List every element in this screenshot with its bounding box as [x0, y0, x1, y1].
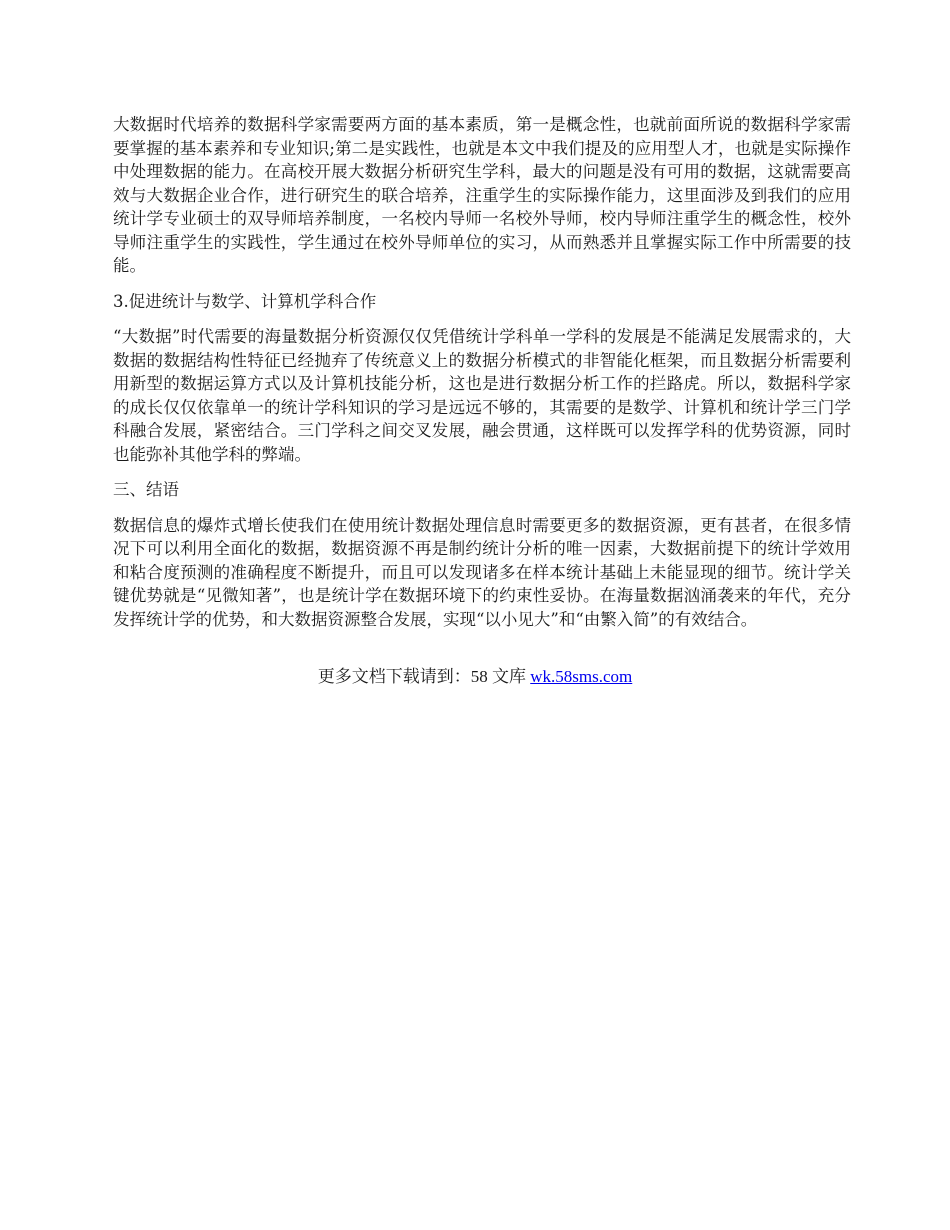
conclusion-heading: 三、结语 [113, 480, 179, 499]
document-body [113, 113, 851, 643]
body-paragraph-1: 大数据时代培养的数据科学家需要两方面的基本素质，第一是概念性，也就前面所说的数据科学家需要掌握的基本素养和专业知识;第二是实践性，也就是本文中我们提及的应用型人才，也就是实际操作中处理数据的能力。在高校开展大数据分析研究生学科，最大的问题是没有可用的数据，这就需要高效与大数据企业合作，进行研究生的联合培养，注重学生的实际操作能力，这里面涉及到我们的应用统计学专业硕士的双导师培养制度，一名校内导师一名校外导师，校内导师注重学生的概念性，校外导师注重学生的实践性，学生通过在校外导师单位的实习，从而熟悉并且掌握实际工作中所需要的技能。 [113, 115, 851, 275]
body-paragraph-2: “大数据”时代需要的海量数据分析资源仅仅凭借统计学科单一学科的发展是不能满足发展需求的，大数据的数据结构性特征已经抛弃了传统意义上的数据分析模式的非智能化框架，而且数据分析需要利用新型的数据运算方式以及计算机技能分析，这也是进行数据分析工作的拦路虎。所以，数据科学家的成长仅仅依靠单一的统计学科知识的学习是远远不够的，其需要的是数学、计算机和统计学三门学科融合发展，紧密结合。三门学科之间交叉发展，融会贯通，这样既可以发挥学科的优势资源，同时也能弥补其他学科的弊端。 [113, 327, 851, 464]
footer-text: 更多文档下载请到：58 文库 [317, 667, 531, 686]
footer [0, 665, 950, 689]
body-paragraph-3: 数据信息的爆炸式增长使我们在使用统计数据处理信息时需要更多的数据资源，更有甚者，在很多情况下可以利用全面化的数据，数据资源不再是制约统计分析的唯一因素，大数据前提下的统计学效用和粘合度预测的准确程度不断提升，而且可以发现诸多在样本统计基础上未能显现的细节。统计学关键优势就是“见微知著”，也是统计学在数据环境下的约束性妥协。在海量数据汹涌袭来的年代，充分发挥统计学的优势，和大数据资源整合发展，实现“以小见大”和“由繁入简”的有效结合。 [113, 515, 851, 629]
section-heading-3: 3.促进统计与数学、计算机学科合作 [113, 291, 377, 311]
footer-link[interactable]: wk.58sms.com [530, 667, 633, 686]
